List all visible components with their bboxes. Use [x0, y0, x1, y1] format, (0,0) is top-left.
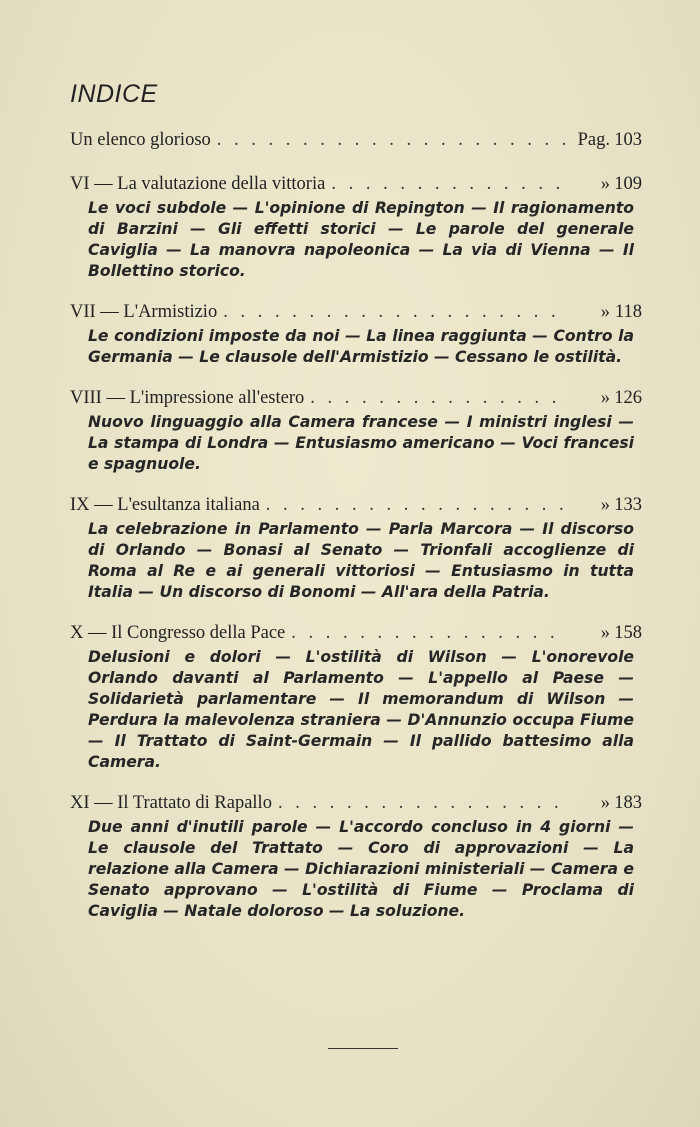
toc-entry: [70, 298, 642, 368]
toc-entry-line: [70, 126, 642, 154]
toc-entry: [70, 384, 642, 475]
toc-entry-line: [70, 619, 642, 647]
toc-entry-summary: Due anni d'inutili parole — L'accordo concluso in 4 giorni — Le clausole del Trattato — Coro di approvazioni — La relazione alla Camera — Dichiarazioni ministeriali — Camera e Senato approvano — L'ostilità di Fiume — Proclama di Caviglia — Natale doloroso — La soluzione.: [88, 818, 634, 920]
dot-leader: [278, 789, 566, 817]
dot-leader: [217, 126, 566, 154]
dot-leader: [266, 491, 566, 519]
closing-rule: [328, 1048, 398, 1049]
toc-entry-title: XI — Il Trattato di Rapallo: [70, 793, 272, 813]
page-title: INDICE: [70, 80, 158, 108]
toc-entry: [70, 619, 642, 773]
toc-entry-title: IX — L'esultanza italiana: [70, 495, 260, 515]
toc-entry-title: VIII — L'impressione all'estero: [70, 388, 305, 408]
toc-entry-line: [70, 298, 642, 326]
page-number: 109: [614, 174, 642, 194]
page-label: »: [600, 793, 610, 813]
page-number: 126: [614, 388, 642, 408]
page-label: Pag.: [577, 130, 610, 150]
toc-entry: [70, 491, 642, 603]
toc-entry-summary: Le condizioni imposte da noi — La linea raggiunta — Contro la Germania — Le clausole dell'Armistizio — Cessano le ostilità.: [88, 327, 634, 366]
toc-entry: [70, 789, 642, 922]
page-number: 183: [614, 793, 642, 813]
page-number: 133: [614, 495, 642, 515]
dot-leader: [331, 170, 566, 198]
toc-entry-line: [70, 789, 642, 817]
toc-entry-summary: Le voci subdole — L'opinione di Repington — Il ragionamento di Barzini — Gli effetti storici — Le parole del generale Caviglia — La manovra napoleonica — La via di Vienna — Il Bollettino storico.: [88, 199, 634, 280]
page-number: 158: [614, 623, 642, 643]
toc-entry-line: [70, 384, 642, 412]
toc-entry-summary: La celebrazione in Parlamento — Parla Marcora — Il discorso di Orlando — Bonasi al Senato — Trionfali accoglienze di Roma al Re e ai generali vittoriosi — Entusiasmo in tutta Italia — Un discorso di Bonomi — All'ara della Patria.: [88, 520, 634, 601]
page-label: »: [600, 302, 610, 322]
toc-entry-summary: Delusioni e dolori — L'ostilità di Wilson — L'onorevole Orlando davanti al Parlamento — L'appello al Paese — Solidarietà parlamentare — Il memorandum di Wilson — Perdura la malevolenza straniera — D'Annunzio occupa Fiume — Il Trattato di Saint-Germain — Il pallido battesimo alla Camera.: [88, 648, 634, 771]
toc-entry-title: VII — L'Armistizio: [70, 302, 218, 322]
toc-entry-title: Un elenco glorioso: [70, 130, 211, 150]
table-of-contents: [70, 126, 642, 938]
page-number: 103: [614, 130, 642, 150]
page-label: »: [600, 623, 610, 643]
dot-leader: [291, 619, 566, 647]
toc-entry-title: VI — La valutazione della vittoria: [70, 174, 326, 194]
dot-leader: [310, 384, 566, 412]
page-label: »: [600, 388, 610, 408]
toc-entry: [70, 126, 642, 154]
toc-entry: [70, 170, 642, 282]
toc-entry-title: X — Il Congresso della Pace: [70, 623, 286, 643]
page-number: 118: [614, 302, 642, 322]
dot-leader: [223, 298, 566, 326]
toc-entry-line: [70, 491, 642, 519]
toc-entry-summary: Nuovo linguaggio alla Camera francese — I ministri inglesi — La stampa di Londra — Entusiasmo americano — Voci francesi e spagnuole.: [88, 413, 634, 473]
toc-entry-line: [70, 170, 642, 198]
page-label: »: [600, 495, 610, 515]
page-label: »: [600, 174, 610, 194]
